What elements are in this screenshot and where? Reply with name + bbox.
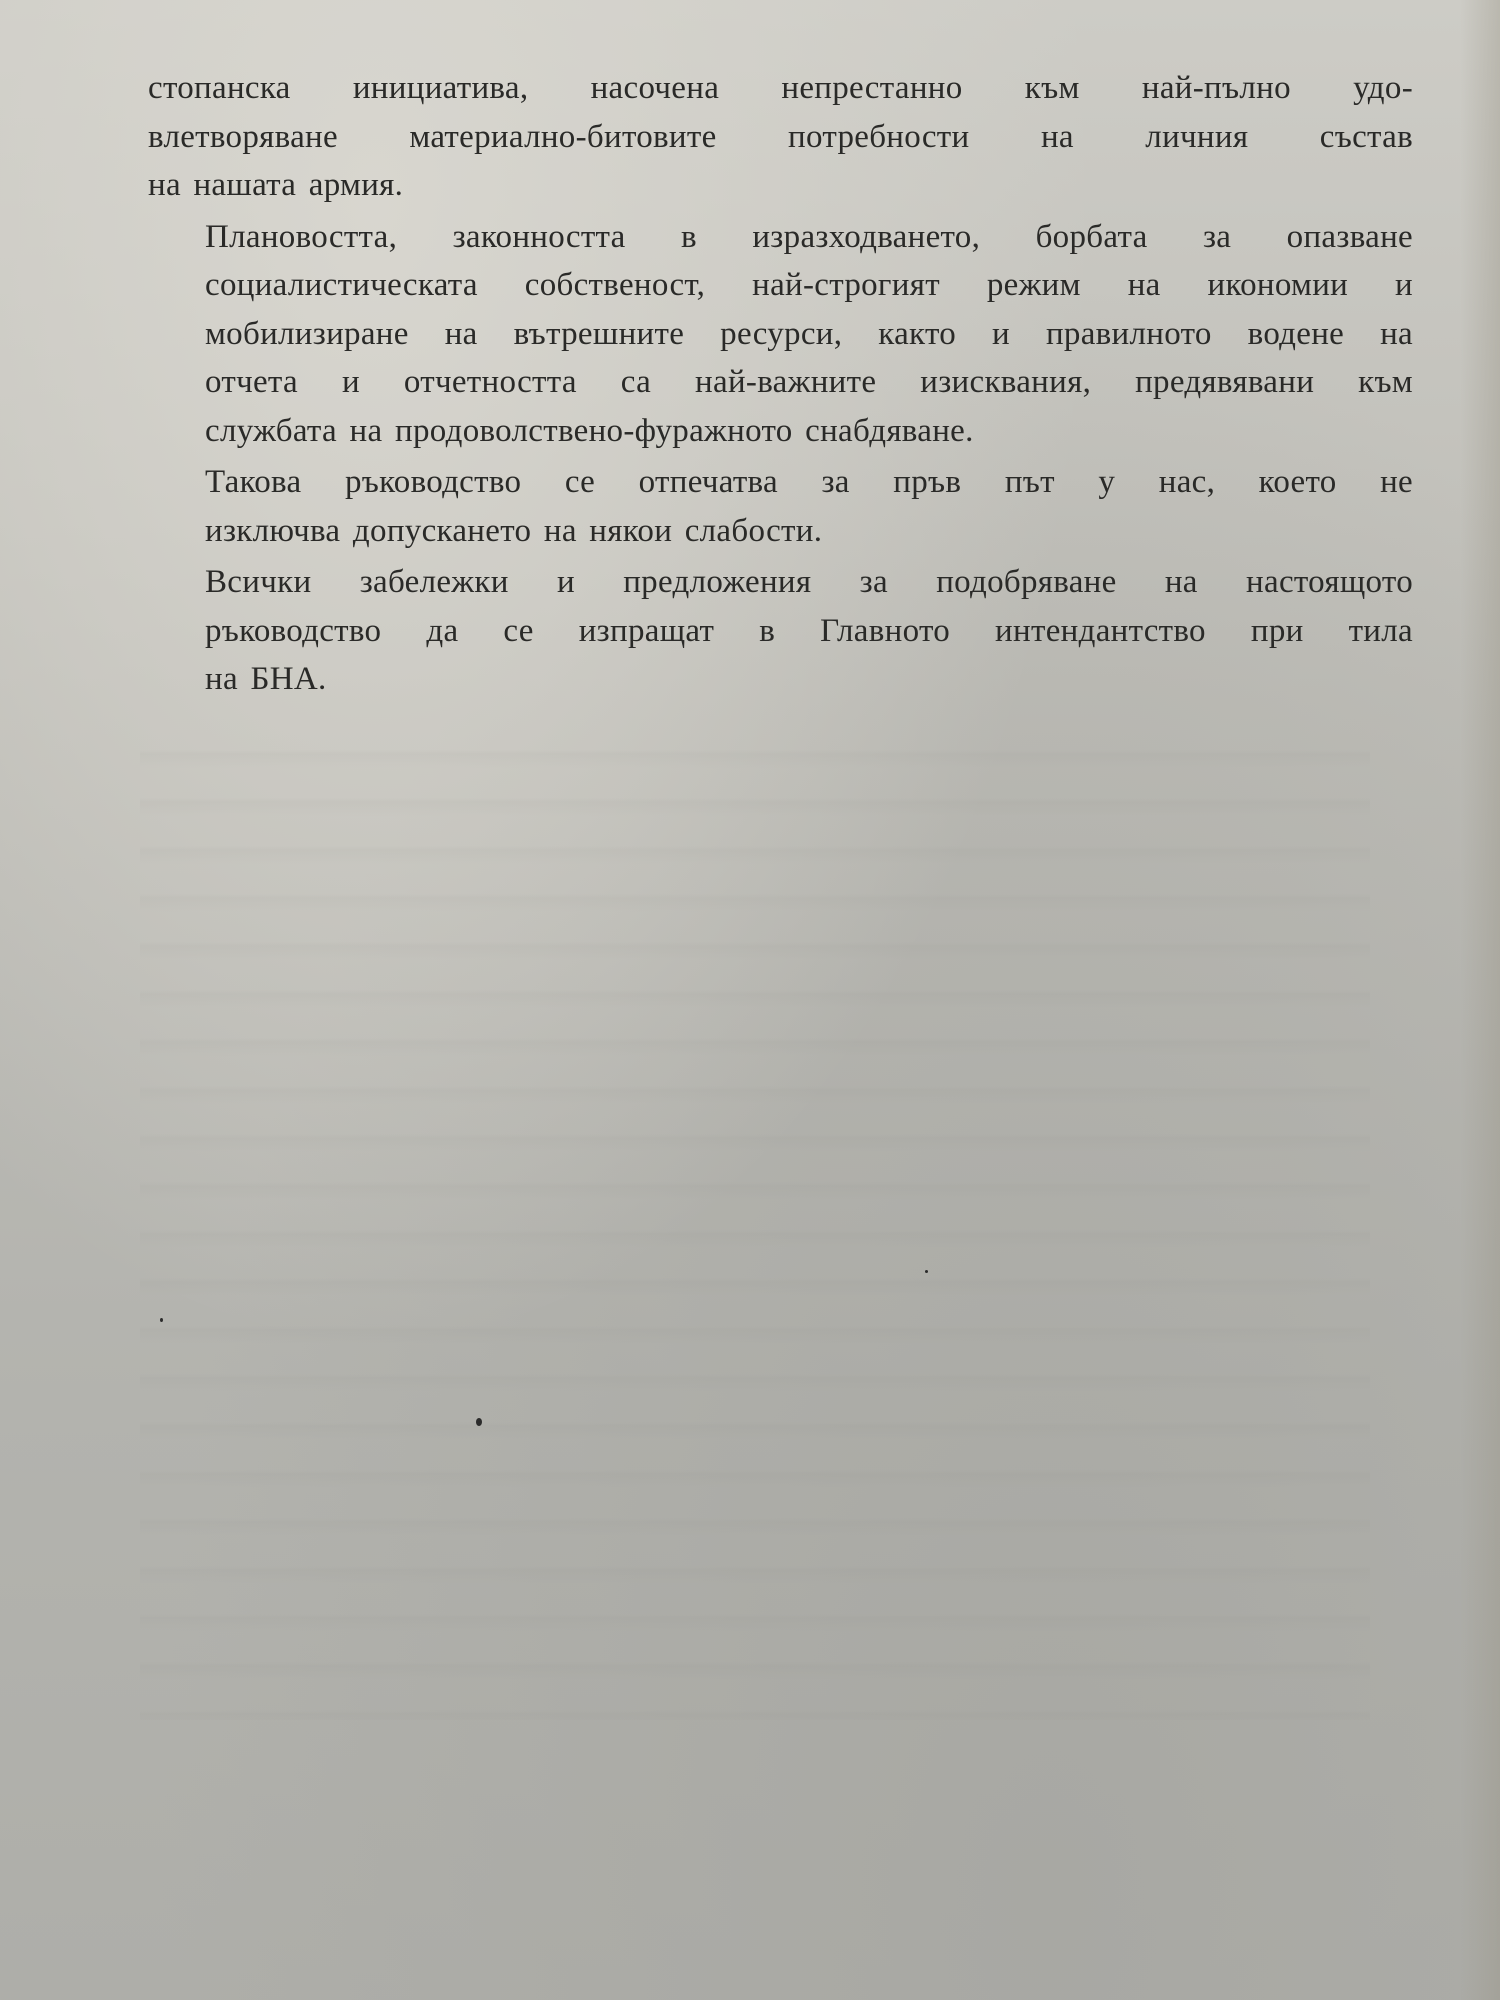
text-line: на БНА.	[205, 661, 327, 697]
show-through-texture	[140, 720, 1370, 1720]
text-line: Всички забележки и предложения за подобряване на настоящото	[205, 564, 1413, 600]
ink-speck	[476, 1418, 482, 1426]
body-text	[148, 64, 1413, 707]
paragraph-3	[148, 458, 1413, 555]
text-line: Плановостта, законността в изразходването, борбата за опазване	[205, 218, 1413, 255]
text-line: изключва допускането на някои слабости.	[205, 512, 823, 549]
text-line: службата на продоволствено-фуражното снабдяване.	[205, 412, 974, 449]
paragraph-4	[148, 558, 1413, 704]
paragraph-2	[148, 213, 1413, 456]
text-line: стопанска инициатива, насочена непрестанно към най-пълно удо-	[148, 70, 1413, 106]
text-line: на нашата армия.	[148, 167, 404, 203]
text-line: мобилизиране на вътрешните ресурси, както и правилното водене на	[205, 315, 1413, 352]
text-line: отчета и отчетността са най-важните изисквания, предявявани към	[205, 364, 1413, 400]
text-line: социалистическата собственост, най-строгият режим на икономии и	[205, 267, 1413, 303]
text-line: Такова ръководство се отпечатва за пръв път у нас, което не	[205, 464, 1413, 500]
ink-speck	[160, 1318, 163, 1322]
ink-speck	[925, 1270, 928, 1273]
text-line: ръководство да се изпращат в Главното интендантство при тила	[205, 612, 1413, 649]
text-line: влетворяване материално-битовите потребности на личния състав	[148, 118, 1413, 155]
paragraph-1	[148, 64, 1413, 210]
page-edge-shadow	[1460, 0, 1500, 2000]
